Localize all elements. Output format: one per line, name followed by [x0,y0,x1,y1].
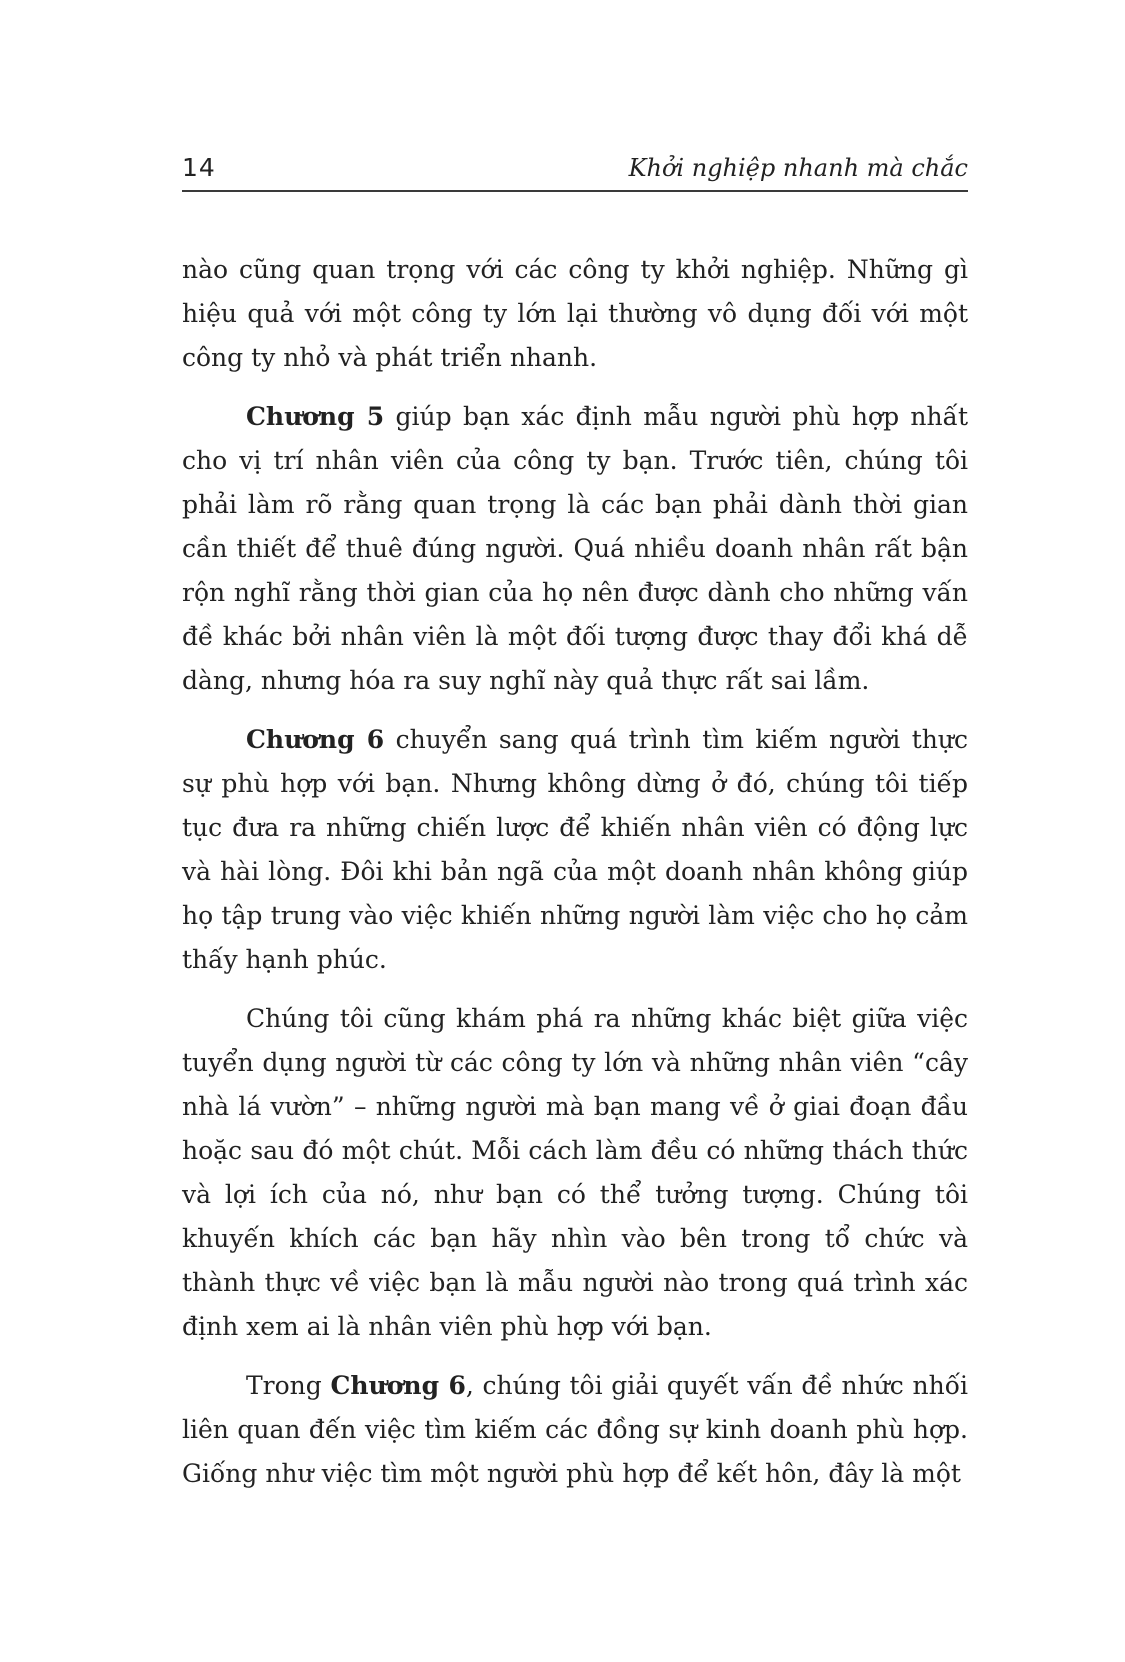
paragraph-text: chuyển sang quá trình tìm kiếm người thực sự phù hợp với bạn. Nhưng không dừng ở đó, chúng tôi tiếp tục đưa ra những chiến lược để khiến nhân viên có động lực và hài lòng. Đôi khi bản ngã của một doanh nhân không giúp họ tập trung vào việc khiến những người làm việc cho họ cảm thấy hạnh phúc. [182,725,968,974]
paragraph-text: , chúng tôi giải quyết vấn đề nhức nhối liên quan đến việc tìm kiếm các đồng sự kinh doanh phù hợp. Giống như việc tìm một người phù hợp để kết hôn, đây là một [182,1371,968,1488]
paragraph-chapter-5 [182,395,968,703]
running-header [182,150,968,192]
paragraph-text: nào cũng quan trọng với các công ty khởi nghiệp. Những gì hiệu quả với một công ty lớn lại thường vô dụng đối với một công ty nhỏ và phát triển nhanh. [182,255,968,372]
book-title: Khởi nghiệp nhanh mà chắc [628,154,968,182]
chapter-reference: Chương 6 [246,725,385,754]
paragraph-hiring-differences [182,997,968,1349]
body-text [182,248,968,1511]
paragraph-text: Chúng tôi cũng khám phá ra những khác biệt giữa việc tuyển dụng người từ các công ty lớn và những nhân viên “cây nhà lá vườn” – những người mà bạn mang về ở giai đoạn đầu hoặc sau đó một chút. Mỗi cách làm đều có những thách thức và lợi ích của nó, như bạn có thể tưởng tượng. Chúng tôi khuyến khích các bạn hãy nhìn vào bên trong tổ chức và thành thực về việc bạn là mẫu người nào trong quá trình xác định xem ai là nhân viên phù hợp với bạn. [182,1004,968,1341]
paragraph-text: giúp bạn xác định mẫu người phù hợp nhất cho vị trí nhân viên của công ty bạn. Trước tiên, chúng tôi phải làm rõ rằng quan trọng là các bạn phải dành thời gian cần thiết để thuê đúng người. Quá nhiều doanh nhân rất bận rộn nghĩ rằng thời gian của họ nên được dành cho những vấn đề khác bởi nhân viên là một đối tượng được thay đổi khá dễ dàng, nhưng hóa ra suy nghĩ này quả thực rất sai lầm. [182,402,968,695]
page-number: 14 [182,153,216,182]
chapter-reference: Chương 6 [330,1371,466,1400]
paragraph-chapter-6 [182,718,968,982]
paragraph-lead-in: Trong [246,1371,331,1400]
chapter-reference: Chương 5 [246,402,385,431]
paragraph-chapter-6-partners [182,1364,968,1496]
paragraph-continuation [182,248,968,380]
